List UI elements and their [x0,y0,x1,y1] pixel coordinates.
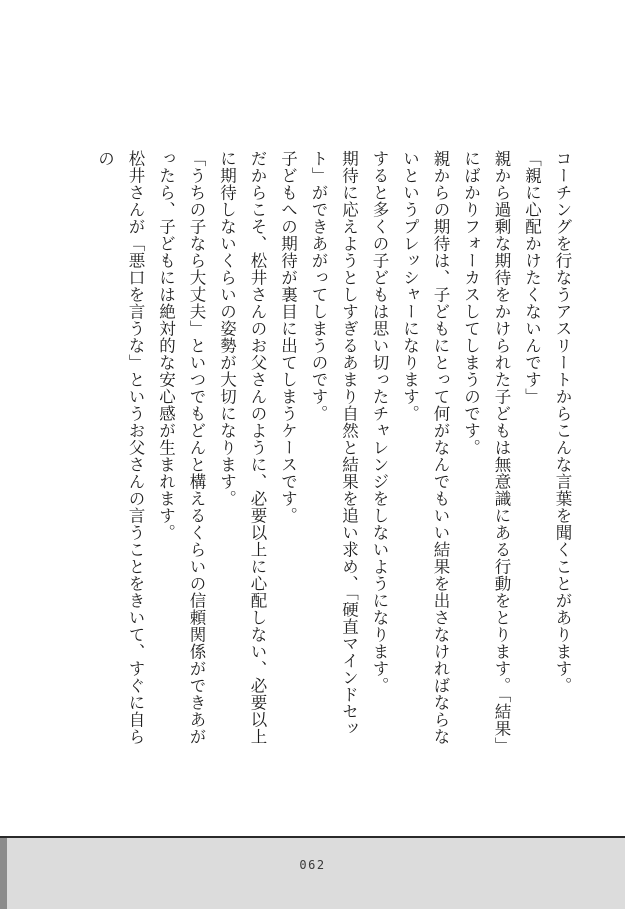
paragraph-4: 親からの期待は、子どもにとって何がなんでもいい結果を出さなければならないというプレッシャーになります。 [400,150,450,745]
paragraph-7: 子どもへの期待が裏目に出てしまうケースです。 [278,150,298,524]
paragraph-8: だからこそ、松井さんのお父さんのように、必要以上に心配しない、必要以上に期待しないくらいの姿勢が大切になります。 [217,150,267,745]
page-spine-edge [0,838,7,909]
paragraph-9: 「うちの子なら大丈夫」といつでもどんと構えるくらいの信頼関係ができあがったら、子どもには絶対的な安心感が生まれます。 [156,150,206,745]
paragraph-5: すると多くの子どもは思い切ったチャレンジをしないようになります。 [370,150,389,694]
page-number: 062 [299,858,326,872]
paragraph-6: 期待に応えようとしすぎるあまり自然と結果を追い求め、「硬直マインドセット」ができあがってしまうのです。 [309,150,359,737]
footer-band [0,838,625,909]
vertical-text-body [89,150,577,760]
paragraph-2: 「親に心配かけたくないんです」 [522,150,542,405]
paragraph-3: 親から過剰な期待をかけられた子どもは無意識にある行動をとります。「結果」にばかりフォーカスしてしまうのです。 [461,150,511,754]
paragraph-10: 松井さんが「悪口を言うな」というお父さんの言うことをきいて、すぐに自らの [95,150,145,745]
paragraph-1: コーチングを行なうアスリートからこんな言葉を聞くことがあります。 [553,150,572,694]
